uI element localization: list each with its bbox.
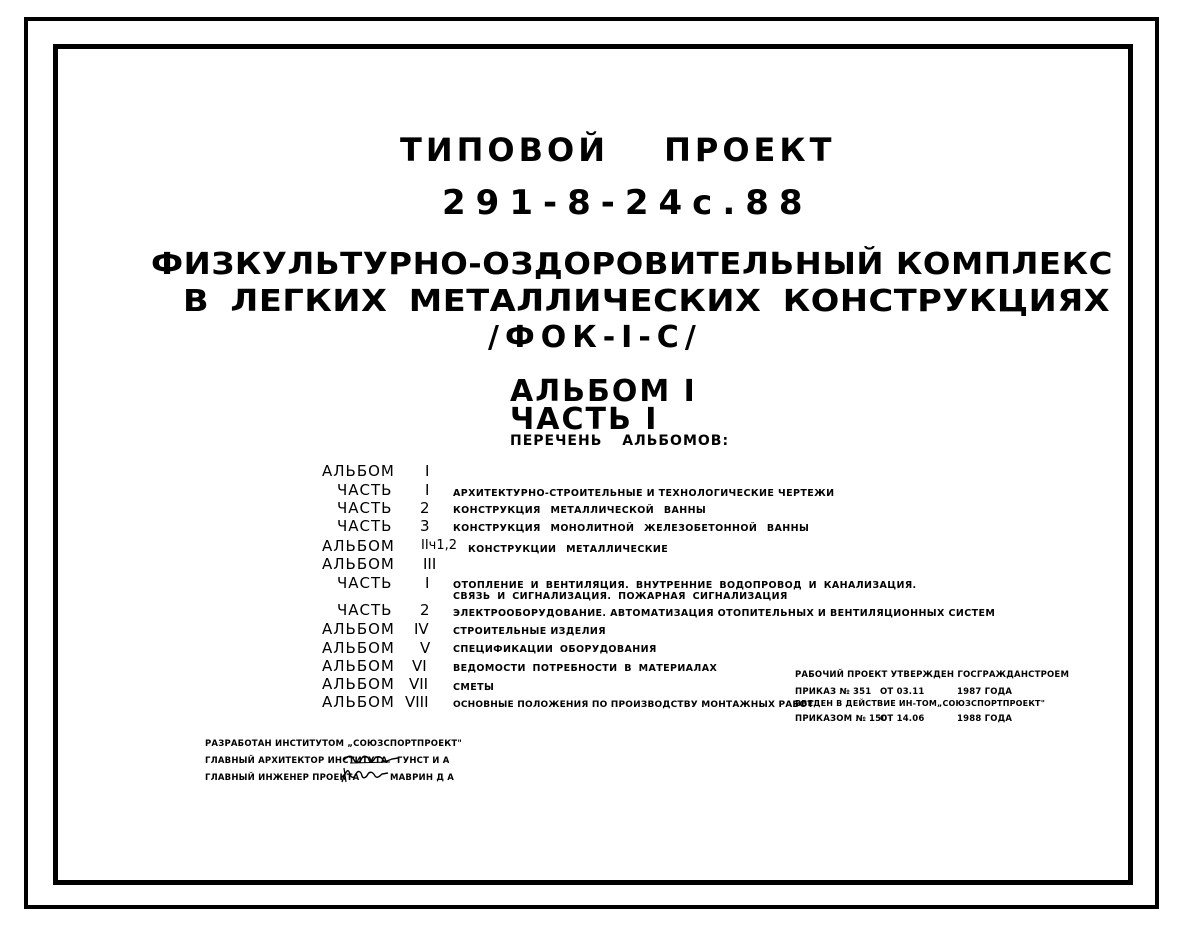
list-item-number: VII <box>409 675 429 693</box>
list-item-number: I <box>425 574 430 592</box>
chief-engineer-label: ГЛАВНЫЙ ИНЖЕНЕР ПРОЕКТА <box>205 773 360 783</box>
chief-architect-name: ГУНСТ И А <box>397 756 450 766</box>
order2-year: 1988 ГОДА <box>957 714 1013 724</box>
album-number: АЛЬБОМ I <box>510 374 697 409</box>
list-item-label: ЧАСТЬ <box>337 601 393 619</box>
list-item-label: АЛЬБОМ <box>322 462 395 480</box>
order2-date: ОТ 14.06 <box>880 714 925 724</box>
list-item-description: ОТОПЛЕНИЕ И ВЕНТИЛЯЦИЯ. ВНУТРЕННИЕ ВОДОПРОВОД И КАНАЛИЗАЦИЯ. <box>453 580 917 591</box>
list-item-number: VI <box>412 657 427 675</box>
list-item-description: ВЕДОМОСТИ ПОТРЕБНОСТИ В МАТЕРИАЛАХ <box>453 663 718 674</box>
enactment-line: ВВЕДЕН В ДЕЙСТВИЕ ИН-ТОМ„СОЮЗСПОРТПРОЕКТ" <box>795 699 1046 708</box>
list-item-label: АЛЬБОМ <box>322 639 395 657</box>
list-item-label: ЧАСТЬ <box>337 499 393 517</box>
project-name-line3: /ФОК-I-С/ <box>488 320 702 355</box>
list-item-description: СТРОИТЕЛЬНЫЕ ИЗДЕЛИЯ <box>453 626 606 637</box>
list-item-label: АЛЬБОМ <box>322 657 395 675</box>
list-item-number: I <box>425 481 430 499</box>
approval-line: РАБОЧИЙ ПРОЕКТ УТВЕРЖДЕН ГОСГРАЖДАНСТРОЕМ <box>795 670 1070 680</box>
list-item-description: ОСНОВНЫЕ ПОЛОЖЕНИЯ ПО ПРОИЗВОДСТВУ МОНТАЖНЫХ РАБОТ <box>453 700 814 710</box>
order2-number: ПРИКАЗОМ № 150 <box>795 714 888 724</box>
order-number: ПРИКАЗ № 351 <box>795 687 872 697</box>
list-item-description: СПЕЦИФИКАЦИИ ОБОРУДОВАНИЯ <box>453 644 657 655</box>
chief-engineer-name: МАВРИН Д А <box>390 773 455 783</box>
list-item-label: АЛЬБОМ <box>322 675 395 693</box>
list-item-label: ЧАСТЬ <box>337 517 393 535</box>
list-item-description: ЭЛЕКТРООБОРУДОВАНИЕ. АВТОМАТИЗАЦИЯ ОТОПИТЕЛЬНЫХ И ВЕНТИЛЯЦИОННЫХ СИСТЕМ <box>453 608 996 619</box>
list-item-number: 3 <box>420 517 430 535</box>
part-number: ЧАСТЬ I <box>510 402 659 437</box>
list-item-label: ЧАСТЬ <box>337 574 393 592</box>
order-year: 1987 ГОДА <box>957 687 1013 697</box>
list-item-description: КОНСТРУКЦИИ МЕТАЛЛИЧЕСКИЕ <box>468 544 669 555</box>
list-item-number: I <box>425 462 430 480</box>
list-item-description: КОНСТРУКЦИЯ МОНОЛИТНОЙ ЖЕЛЕЗОБЕТОННОЙ ВАННЫ <box>453 523 810 534</box>
list-item-description: АРХИТЕКТУРНО-СТРОИТЕЛЬНЫЕ И ТЕХНОЛОГИЧЕСКИЕ ЧЕРТЕЖИ <box>453 488 835 499</box>
chief-architect-label: ГЛАВНЫЙ АРХИТЕКТОР ИНСТИТУТА <box>205 756 388 766</box>
list-item-label: АЛЬБОМ <box>322 620 395 638</box>
list-item-label: АЛЬБОМ <box>322 537 395 555</box>
album-list-title: ПЕРЕЧЕНЬ АЛЬБОМОВ: <box>510 433 730 449</box>
list-item-number: VIII <box>405 693 429 711</box>
developer-line: РАЗРАБОТАН ИНСТИТУТОМ „СОЮЗСПОРТПРОЕКТ" <box>205 739 463 749</box>
engineer-signature <box>338 764 390 786</box>
list-item-number: V <box>420 639 431 657</box>
list-item-description: КОНСТРУКЦИЯ МЕТАЛЛИЧЕСКОЙ ВАННЫ <box>453 505 707 516</box>
order-date: ОТ 03.11 <box>880 687 925 697</box>
list-item-description-cont: СВЯЗЬ И СИГНАЛИЗАЦИЯ. ПОЖАРНАЯ СИГНАЛИЗАЦИЯ <box>453 591 788 602</box>
list-item-label: АЛЬБОМ <box>322 693 395 711</box>
list-item-number: 2 <box>420 499 430 517</box>
project-code: 291-8-24с.88 <box>442 183 813 223</box>
title: ТИПОВОЙ ПРОЕКТ <box>400 131 836 169</box>
list-item-number: IIч1,2 <box>421 538 458 553</box>
project-name-line1: ФИЗКУЛЬТУРНО-ОЗДОРОВИТЕЛЬНЫЙ КОМПЛЕКС <box>151 247 1113 282</box>
list-item-number: 2 <box>420 601 430 619</box>
list-item-number: III <box>423 555 437 573</box>
list-item-label: АЛЬБОМ <box>322 555 395 573</box>
project-name-line2: В ЛЕГКИХ МЕТАЛЛИЧЕСКИХ КОНСТРУКЦИЯХ <box>183 284 1111 319</box>
list-item-label: ЧАСТЬ <box>337 481 393 499</box>
list-item-number: IV <box>414 620 429 638</box>
list-item-description: СМЕТЫ <box>453 682 495 693</box>
